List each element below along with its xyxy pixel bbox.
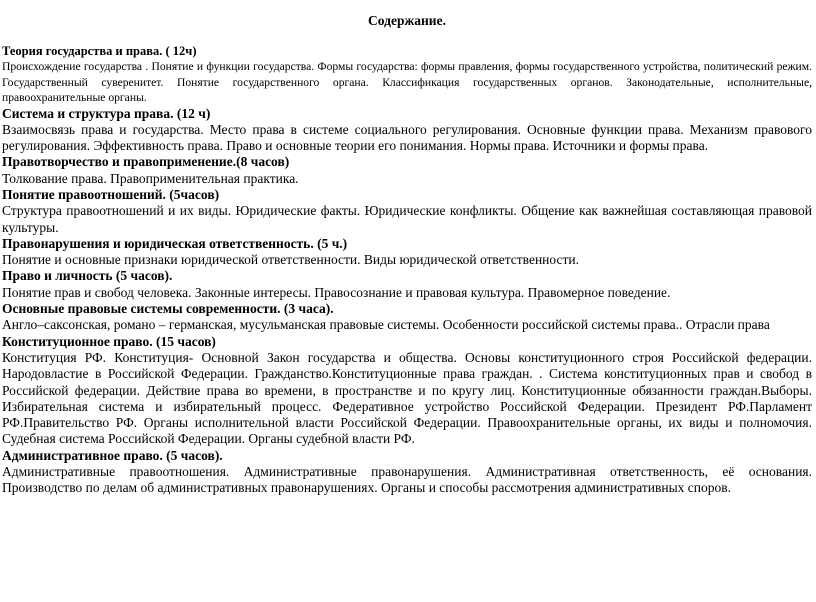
section-legal-systems — [2, 301, 812, 334]
section-heading: Право и личность (5 часов). — [2, 268, 173, 284]
section-heading: Понятие правоотношений. (5часов) — [2, 186, 220, 202]
section-body: Административные правоотношения. Административные правонарушения. Административная ответственность, её основания. Производство по делам об административных правонарушениях. Органы и способы рассмотрения административных споров. — [2, 464, 812, 496]
section-offenses — [2, 236, 812, 269]
section-body: Толкование права. Правоприменительная практика. — [2, 170, 299, 186]
section-body: Понятие и основные признаки юридической ответственности. Виды юридической ответственности. — [2, 252, 579, 268]
section-legal-relations — [2, 187, 812, 236]
section-body: Понятие прав и свобод человека. Законные интересы. Правосознание и правовая культура. Правомерное поведение. — [2, 284, 671, 300]
section-heading: Основные правовые системы современности. (3 часа). — [2, 301, 334, 317]
section-heading: Теория государства и права. ( 12ч) — [2, 44, 197, 58]
section-heading: Правонарушения и юридическая ответственность. (5 ч.) — [2, 235, 348, 251]
section-body: Происхождение государства . Понятие и функции государства. Формы государства: формы правления, формы государственного устройства, политический режим. Государственный суверенитет. Понятие государственного органа. Классификация государственных органов. Законодательные, исполнительные, правоохранительные органы. — [2, 60, 812, 104]
section-body: Взаимосвязь права и государства. Место права в системе социального регулирования. Основные функции права. Механизм правового регулирования. Эффективность права. Право и основные теории его понимания. Нормы права. Источники и формы права. — [2, 121, 812, 154]
section-state-theory — [2, 44, 812, 106]
section-lawmaking — [2, 154, 812, 187]
section-law-and-person — [2, 268, 812, 301]
section-heading: Административное право. (5 часов). — [2, 447, 223, 463]
section-administrative-law — [2, 448, 812, 497]
section-heading: Конституционное право. (15 часов) — [2, 333, 216, 349]
section-law-system — [2, 106, 812, 155]
section-constitutional-law — [2, 334, 812, 448]
section-heading: Система и структура права. (12 ч) — [2, 105, 211, 121]
section-body: Конституция РФ. Конституция- Основной Закон государства и общества. Основы конституционного строя Российской федерации. Народовластие в Российской Федерации. Гражданство.Конституционные права граждан. . Система конституционных прав и свобод в Российской федерации. Действие права во времени, в пространстве и по кругу лиц. Конституционные обязанности граждан.Выборы. Избирательная система и избирательный процесс. Федеративное устройство Российской Федерации. Президент РФ.Парламент РФ.Правительство РФ. Органы исполнительной власти Российской Федерации. Правоохранительные органы, их виды и полномочия. Судебная система Российской Федерации. Органы судебной власти РФ. — [2, 349, 812, 447]
section-heading: Правотворчество и правоприменение.(8 часов) — [2, 154, 290, 170]
section-body: Англо–саксонская, романо – германская, мусульманская правовые системы. Особенности российской системы права.. Отрасли права — [2, 317, 770, 333]
section-body: Структура правоотношений и их виды. Юридические факты. Юридические конфликты. Общение как важнейшая составляющая правовой культуры. — [2, 203, 812, 235]
document-title: Содержание. — [368, 13, 446, 28]
